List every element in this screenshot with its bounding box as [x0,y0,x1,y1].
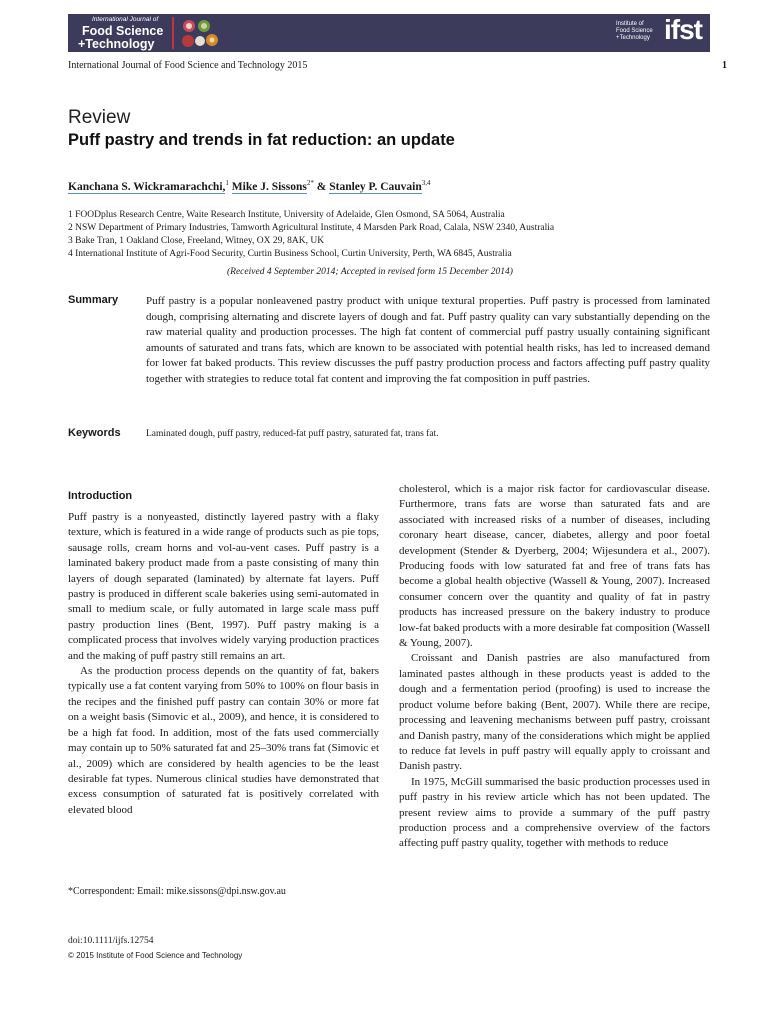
journal-logo [74,16,178,50]
doi[interactable]: doi:10.1111/ijfs.12754 [68,936,154,946]
author-name[interactable]: Kanchana S. Wickramarachchi, [68,180,226,193]
correspondent-footnote: *Correspondent: Email: mike.sissons@dpi.nsw.gov.au [68,886,286,897]
journal-logo-line2: +Technology [78,37,155,51]
author-list: Kanchana S. Wickramarachchi,$^1$ Mike J. Sissons$^{2*}$ & Stanley P. Cauvain$^{3,4}$ [68,179,431,193]
keywords-text: Laminated dough, puff pastry, reduced-fat puff pastry, saturated fat, trans fat. [146,429,439,439]
article-title: Puff pastry and trends in fat reduction: an update [68,131,455,149]
paragraph: In 1975, McGill summarised the basic production processes used in puff pastry in his review article which has not been updated. The present review aims to provide a summary of the puff pastry production process and a comprehensive overview of the factors affecting puff pastry quality, together with methods to reduce [399,775,710,850]
summary-text: Puff pastry is a popular nonleavened pastry product with unique textural properties. Puff pastry is processed from laminated dough, comprising alternating and discrete layers of dough and fat. Puff pastry quality can vary substantially depending on the raw material quality and production processes. The high fat content of commercial puff pastry usually containing significant amounts of saturated and trans fats, which are known to be associated with potential health risks, has led to increased demand for lower fat baked products. This review discusses the puff pastry production process and factors affecting puff pastry quality together with strategies to reduce total fat content and improving the fat composition in puff pastries. [146,295,710,385]
journal-logo-small-line: International Journal of [92,16,159,23]
body-column-right [399,482,710,852]
affiliation: 2 NSW Department of Primary Industries, Tamworth Agricultural Institute, 4 Marsden Park Road, Calala, NSW 2340, Australia [68,223,555,233]
keywords-label: Keywords [68,427,121,439]
copyright: © 2015 Institute of Food Science and Technology [68,951,243,960]
ifst-logo-wordmark: ifst [664,14,702,45]
article-type: Review [68,107,131,128]
received-dates: (Received 4 September 2014; Accepted in revised form 15 December 2014) [227,267,513,277]
author-name[interactable]: Mike J. Sissons [231,180,307,193]
affiliation: 3 Bake Tran, 1 Oakland Close, Freeland, Witney, OX 29, 8AK, UK [68,236,325,246]
summary-label: Summary [68,294,119,306]
author-name[interactable]: Stanley P. Cauvain [329,180,422,193]
paragraph: Puff pastry is a nonyeasted, distinctly layered pastry with a flaky texture, which is featured in a wide range of products such as pie tops, sausage rolls, cream horns and vol-au-vent cases. Puff pastry is a laminated bakery product made from a paste consisting of many thin layers of dough separated (laminated) by alternate fat layers. Puff pastry is produced in different scale bakeries using semi-automated in small to medium scale, or fully automated in large scale mass puff pastry production lines (Bent, 1997). Puff pastry making is a complicated process that involves widely varying production practices and the making of puff pastry still remains an art. [68,511,379,662]
logo-divider [172,17,174,49]
affiliation: 1 FOODplus Research Centre, Waite Research Institute, University of Adelaide, Glen Osmond, SA 5064, Australia [68,210,505,220]
food-images-icon [178,17,222,49]
journal-header-banner [68,14,710,52]
ifst-logo [616,14,702,48]
author-separator: & [313,180,330,193]
journal-logo-line1: Food Science [82,24,164,38]
affiliation: 4 International Institute of Agri-Food Security, Curtin Business School, Curtin University, Perth, WA 6845, Australia [68,249,512,259]
paragraph: As the production process depends on the quantity of fat, bakers typically use a fat content varying from 50% to 100% on flour basis in the recipes and the finished puff pastry can contain 30% or more fat on a weight basis (Simovic et al., 2009), and hence, it is considered to be a high fat food. In addition, most of the fats used commercially may contain up to 50% saturated fat and 25–30% trans fat (Simovic et al., 2009) which are considered by health agencies to be the least desirable fat types. Numerous clinical studies have demonstrated that excess consumption of saturated fat is positively correlated with elevated blood [68,665,379,816]
body-column-left [68,510,379,818]
page-number: 1 [722,60,727,71]
paragraph: Croissant and Danish pastries are also manufactured from laminated pastes although in these products yeast is added to the dough and a fermentation period (proofing) is used to increase the product volume before baking (Bent, 2007). While there are recipe, processing and leavening mechanisms between puff pastry, croissant and Danish pastry, many of the considerations which might be applied to reduce fat levels in puff pastry will equally apply to croissant and Danish pastry. [399,652,710,773]
paragraph: cholesterol, which is a major risk factor for cardiovascular disease. Furthermore, trans fats are worse than saturated fats and are associated with increased risks of a number of diseases, including coronary heart disease, cancer, diabetes, allergy and poor foetal development (Stender & Dyerberg, 2004; Wijesundera et al., 2007). Producing foods with low saturated fat and free of trans fats has become a global health objective (Wassell & Young, 2007). Increased consumer concern over the quantity and quality of fat in pastry products has increased pressure on the bakery industry to produce low-fat baked products with a more desirable fat composition (Wassell & Young, 2007). [399,483,710,650]
section-heading-introduction: Introduction [68,490,133,502]
running-head: International Journal of Food Science and Technology 2015 [68,60,308,71]
ifst-logo-small-text: Institute of Food Science +Technology [616,21,653,41]
